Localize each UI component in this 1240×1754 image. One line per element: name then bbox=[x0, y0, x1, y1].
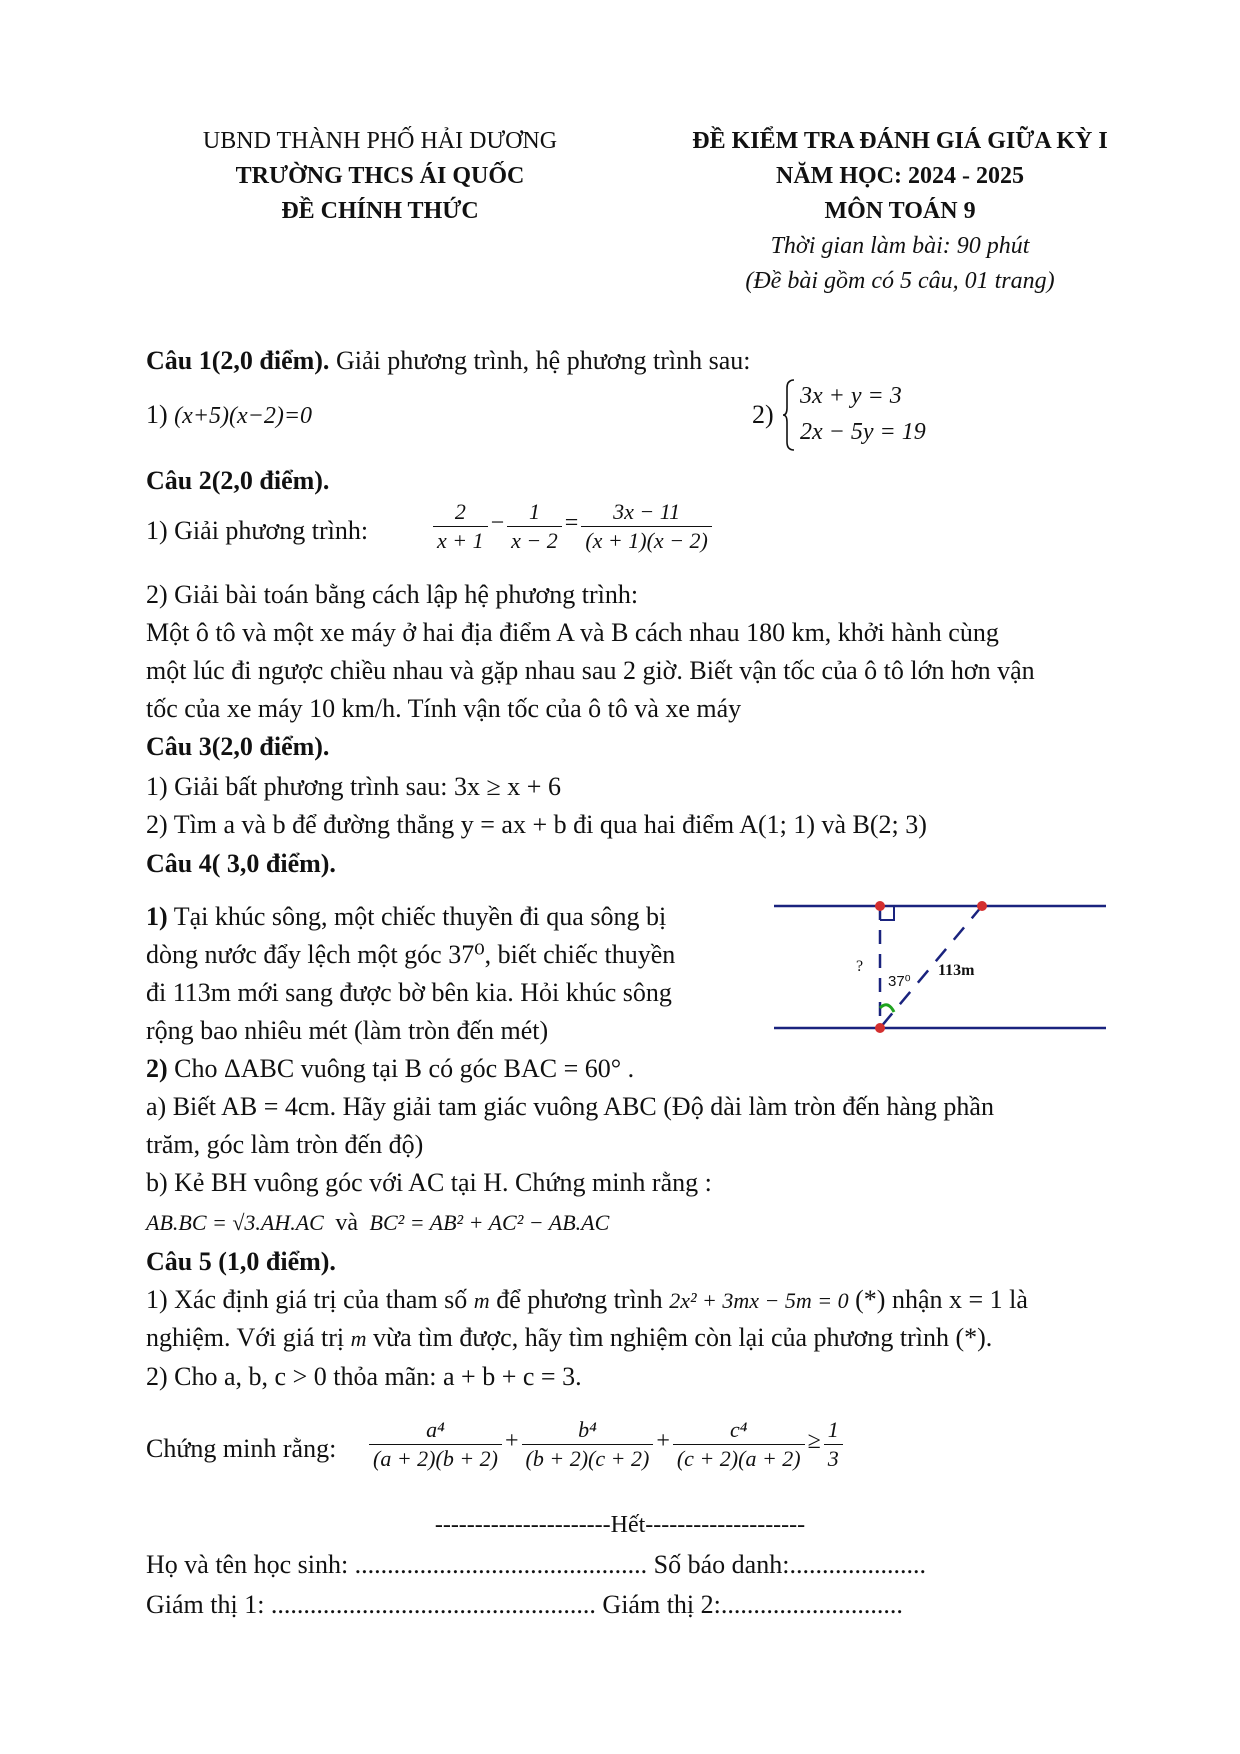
conjunction: và bbox=[335, 1210, 359, 1236]
question-4-part-1-line-1 bbox=[146, 900, 666, 934]
numerator: 1 bbox=[528, 499, 540, 524]
text: (*) nhận x = 1 là bbox=[848, 1285, 1028, 1314]
text: nghiệm. Với giá trị bbox=[146, 1323, 351, 1352]
text: để phương trình bbox=[489, 1285, 670, 1314]
numerator: c⁴ bbox=[730, 1417, 748, 1442]
school-year: NĂM HỌC: 2024 - 2025 bbox=[776, 163, 1024, 189]
inequality bbox=[366, 1416, 846, 1473]
point-icon bbox=[875, 901, 885, 911]
fraction bbox=[673, 1416, 805, 1473]
official-label: ĐỀ CHÍNH THỨC bbox=[281, 198, 479, 224]
numerator: a⁴ bbox=[426, 1417, 445, 1442]
proctor-line: Giám thị 1: .................................................. Giám thị 2:............................ bbox=[146, 1590, 903, 1619]
question-1-title: Câu 1(2,0 điểm). bbox=[146, 346, 330, 375]
part-label: 1) bbox=[146, 400, 168, 429]
angle-label: 37⁰ bbox=[888, 973, 911, 990]
exam-title: ĐỀ KIỂM TRA ĐÁNH GIÁ GIỮA KỲ I bbox=[692, 128, 1108, 154]
numerator: 1 bbox=[827, 1417, 839, 1442]
prove-label: Chứng minh rằng: bbox=[146, 1434, 337, 1463]
denominator: x − 2 bbox=[507, 526, 562, 555]
equation: 2x² + 3mx − 5m = 0 bbox=[669, 1288, 849, 1313]
end-marker: ----------------------Hết-------------------- bbox=[434, 1512, 806, 1538]
equation: BC² = AB² + AC² − AB.AC bbox=[369, 1210, 610, 1235]
distance-label: 113m bbox=[938, 962, 975, 979]
question-4-part-2a: a) Biết AB = 4cm. Hãy giải tam giác vuông ABC (Độ dài làm tròn đến hàng phần bbox=[146, 1092, 994, 1121]
question-4-part-2b-equations bbox=[146, 1206, 609, 1240]
fraction bbox=[433, 498, 488, 555]
fraction bbox=[507, 498, 562, 555]
numerator: b⁴ bbox=[578, 1417, 597, 1442]
department-name: UBND THÀNH PHỐ HẢI DƯƠNG bbox=[202, 128, 558, 154]
question-5-part-2: 2) Cho a, b, c > 0 thỏa mãn: a + b + c = 3. bbox=[146, 1362, 582, 1391]
question-4-title: Câu 4( 3,0 điểm). bbox=[146, 849, 336, 878]
ge-sign: ≥ bbox=[807, 1428, 821, 1455]
equation: (x+5)(x−2)=0 bbox=[174, 403, 313, 429]
parameter: m bbox=[350, 1326, 367, 1351]
question-4-part-2a-cont: trăm, góc làm tròn đến độ) bbox=[146, 1130, 424, 1159]
question-4-part-2-line-1 bbox=[146, 1052, 634, 1086]
denominator: (c + 2)(a + 2) bbox=[673, 1444, 805, 1473]
question-4-part-1-line-2: dòng nước đẩy lệch một góc 37⁰, biết chiếc thuyền bbox=[146, 940, 676, 969]
school-name: TRƯỜNG THCS ÁI QUỐC bbox=[235, 163, 525, 189]
question-1-heading bbox=[146, 344, 751, 378]
exam-note: (Đề bài gồm có 5 câu, 01 trang) bbox=[745, 268, 1055, 294]
question-2-part-2-line-2: Một ô tô và một xe máy ở hai địa điểm A và B cách nhau 180 km, khởi hành cùng bbox=[146, 618, 999, 647]
equals-sign: = bbox=[564, 510, 579, 537]
question-2-part-2-line-4: tốc của xe máy 10 km/h. Tính vận tốc của ô tô và xe máy bbox=[146, 694, 742, 723]
denominator: (x + 1)(x − 2) bbox=[581, 526, 712, 555]
fraction bbox=[824, 1416, 843, 1473]
question-1-part-2-label: 2) bbox=[752, 400, 774, 429]
part-label: 1) bbox=[146, 902, 168, 931]
question-2-title: Câu 2(2,0 điểm). bbox=[146, 466, 330, 495]
text: Tại khúc sông, một chiếc thuyền đi qua sông bị bbox=[167, 902, 667, 931]
denominator: (a + 2)(b + 2) bbox=[369, 1444, 502, 1473]
denominator: x + 1 bbox=[433, 526, 488, 555]
question-2-part-2-line-1: 2) Giải bài toán bằng cách lập hệ phương trình: bbox=[146, 580, 639, 609]
denominator: 3 bbox=[824, 1444, 843, 1473]
question-3-title: Câu 3(2,0 điểm). bbox=[146, 732, 330, 761]
fraction bbox=[581, 498, 712, 555]
equation: AB.BC = √3.AH.AC bbox=[146, 1210, 324, 1235]
question-1-part-1 bbox=[146, 398, 312, 433]
student-info-line: Họ và tên học sinh: ............................................. Số báo danh:..................... bbox=[146, 1550, 926, 1579]
plus-sign: + bbox=[505, 1428, 519, 1455]
question-4-part-2b: b) Kẻ BH vuông góc với AC tại H. Chứng minh rằng : bbox=[146, 1168, 712, 1197]
question-3-part-1: 1) Giải bất phương trình sau: 3x ≥ x + 6 bbox=[146, 772, 561, 801]
question-5-part-1-line-2 bbox=[146, 1321, 992, 1356]
question-2-equation bbox=[430, 498, 715, 555]
subject: MÔN TOÁN 9 bbox=[824, 198, 976, 224]
exam-duration: Thời gian làm bài: 90 phút bbox=[770, 233, 1030, 259]
question-5-part-1-line-1 bbox=[146, 1283, 1028, 1318]
unknown-width-label: ? bbox=[856, 958, 864, 975]
system-equation-2: 2x − 5y = 19 bbox=[800, 419, 926, 445]
parameter: m bbox=[473, 1288, 490, 1313]
angle-arc-icon bbox=[880, 1005, 894, 1012]
point-icon bbox=[875, 1023, 885, 1033]
question-5-title: Câu 5 (1,0 điểm). bbox=[146, 1247, 336, 1276]
point-icon bbox=[977, 901, 987, 911]
system-equation-1: 3x + y = 3 bbox=[800, 383, 902, 409]
part-label: 2) bbox=[146, 1054, 168, 1083]
river-crossing-figure bbox=[770, 890, 1110, 1040]
question-4-part-1-line-3: đi 113m mới sang được bờ bên kia. Hỏi khúc sông bbox=[146, 978, 672, 1007]
fraction bbox=[522, 1416, 654, 1473]
denominator: (b + 2)(c + 2) bbox=[522, 1444, 654, 1473]
numerator: 2 bbox=[454, 499, 466, 524]
left-brace-icon bbox=[782, 378, 796, 452]
question-4-part-1-line-4: rộng bao nhiêu mét (làm tròn đến mét) bbox=[146, 1016, 549, 1045]
question-2-part-2-line-3: một lúc đi ngược chiều nhau và gặp nhau sau 2 giờ. Biết vận tốc của ô tô lớn hơn vận bbox=[146, 656, 1035, 685]
text: 1) Xác định giá trị của tham số bbox=[146, 1285, 474, 1314]
numerator: 3x − 11 bbox=[613, 499, 681, 524]
question-1-intro: Giải phương trình, hệ phương trình sau: bbox=[329, 346, 751, 375]
plus-sign: + bbox=[656, 1428, 670, 1455]
question-3-part-2: 2) Tìm a và b để đường thẳng y = ax + b đi qua hai điểm A(1; 1) và B(2; 3) bbox=[146, 810, 927, 839]
equation-system bbox=[782, 378, 972, 452]
question-2-part-1-label: 1) Giải phương trình: bbox=[146, 516, 369, 545]
text: vừa tìm được, hãy tìm nghiệm còn lại của phương trình (*). bbox=[366, 1323, 993, 1352]
fraction bbox=[369, 1416, 502, 1473]
text: Cho ΔABC vuông tại B có góc BAC = 60° . bbox=[167, 1054, 635, 1083]
minus-sign: − bbox=[490, 510, 505, 537]
